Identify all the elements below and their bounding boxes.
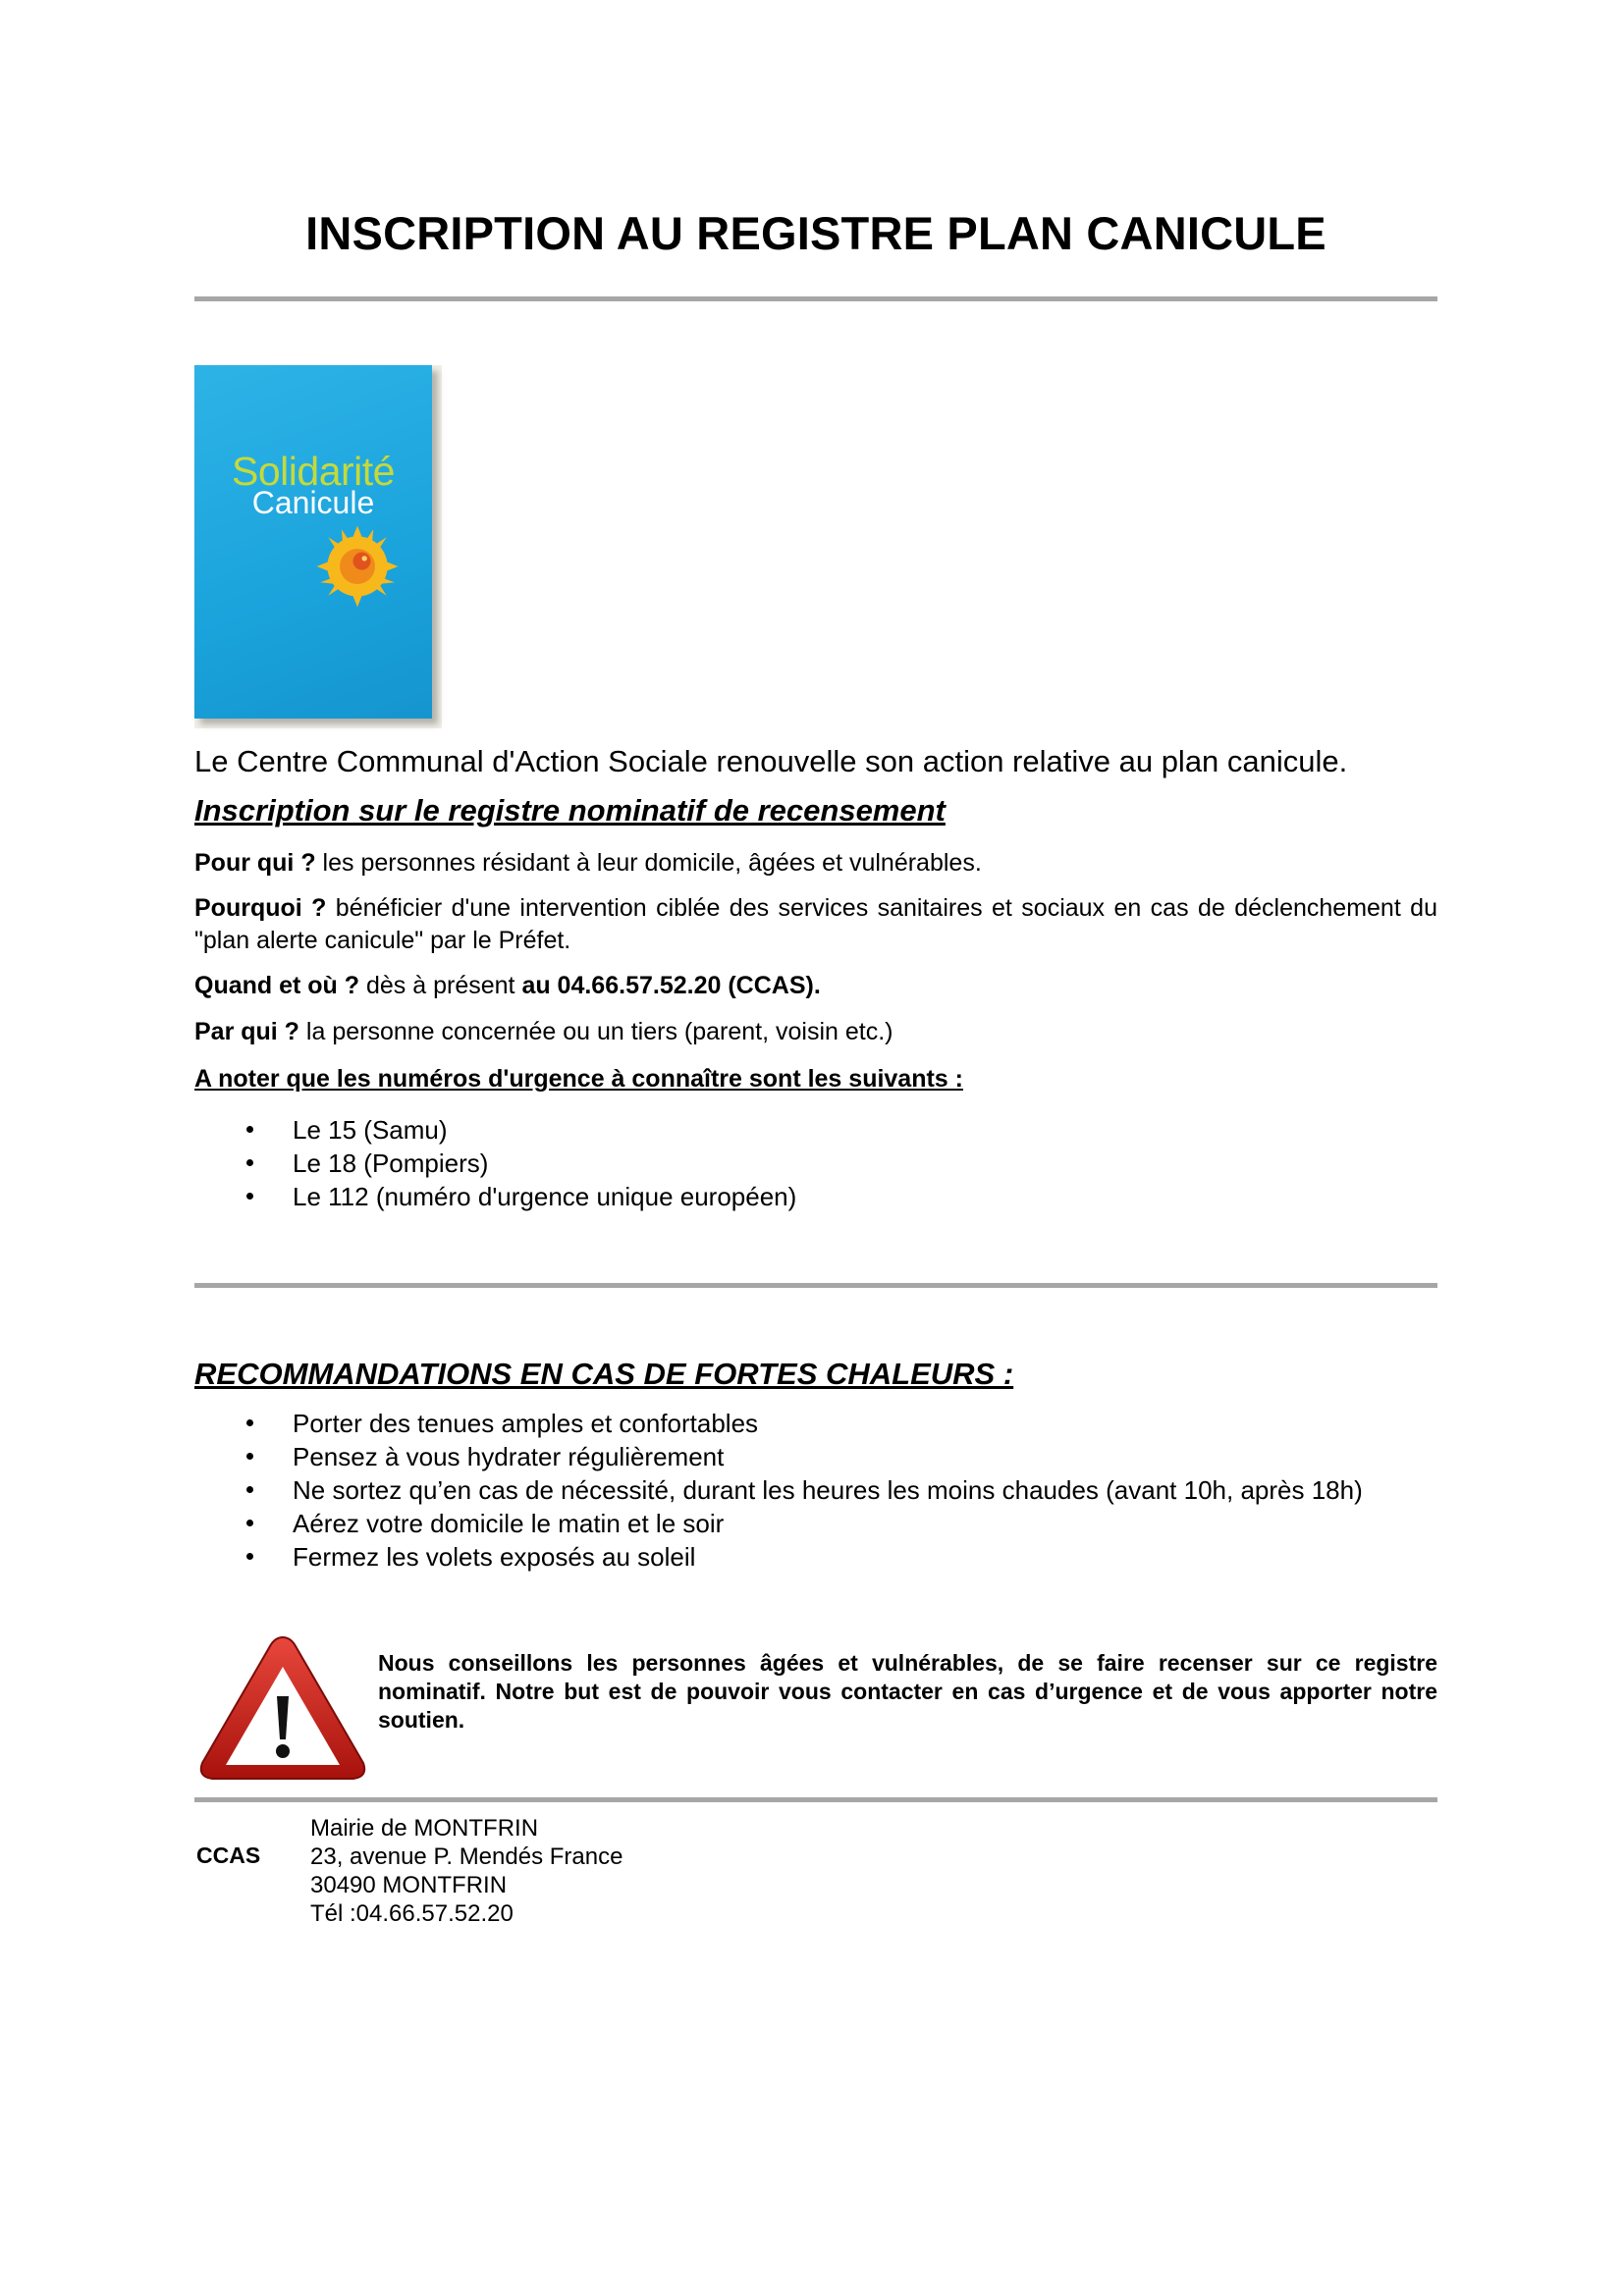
footer-divider [194,1797,1437,1802]
bullet-icon [246,1159,253,1166]
address-line: Mairie de MONTFRIN [310,1815,539,1842]
bullet-icon [246,1126,253,1133]
bullet-icon [246,1193,253,1200]
logo-line-1: Solidarité [232,449,395,494]
list-item [194,1180,796,1213]
pour-qui-text: les personnes résidant à leur domicile, âgées et vulnérables. [315,849,982,877]
list-item [194,1507,1363,1540]
pourquoi-paragraph [194,892,1437,957]
ccas-phone: au 04.66.57.52.20 (CCAS). [521,972,821,999]
list-item [194,1473,1363,1507]
list-item [194,1407,1363,1440]
recommendations-heading: RECOMMANDATIONS EN CAS DE FORTES CHALEURS : [194,1357,1014,1391]
pourquoi-text: bénéficier d'une intervention ciblée des services sanitaires et sociaux en cas de déclenchement du "plan alerte canicule" par le Préfet. [194,894,1437,954]
recommendation-item: Fermez les volets exposés au soleil [293,1542,696,1572]
quand-line [194,970,1437,1002]
recommendation-item: Ne sortez qu’en cas de nécessité, durant les heures les moins chaudes (avant 10h, après 18h) [293,1475,1363,1505]
warning-notice: Nous conseillons les personnes âgées et vulnérables, de se faire recenser sur ce registre nominatif. Notre but est de pouvoir vous contacter en cas d’urgence et de vous apporter notre soutien. [378,1650,1437,1733]
solidarite-canicule-logo [194,365,442,728]
page-title: INSCRIPTION AU REGISTRE PLAN CANICULE [305,207,1326,259]
intro-text: Le Centre Communal d'Action Sociale renouvelle son action relative au plan canicule. [194,744,1348,778]
bullet-icon [246,1553,253,1560]
par-qui-text: la personne concernée ou un tiers (parent, voisin etc.) [298,1018,893,1045]
list-item [194,1540,1363,1574]
urgency-item: Le 15 (Samu) [293,1115,448,1145]
registry-heading: Inscription sur le registre nominatif de recensement [194,793,946,828]
section-divider [194,1283,1437,1288]
urgency-heading: A noter que les numéros d'urgence à connaître sont les suivants : [194,1065,963,1093]
bullet-icon [246,1453,253,1460]
list-item [194,1440,1363,1473]
logo-card [194,365,432,719]
footer-ccas-label: CCAS [196,1842,261,1868]
urgency-item: Le 18 (Pompiers) [293,1148,489,1178]
par-qui-line [194,1016,1437,1048]
urgency-item: Le 112 (numéro d'urgence unique européen) [293,1182,797,1211]
bullet-icon [246,1486,253,1493]
warning-triangle-icon [196,1631,369,1783]
recommendation-item: Pensez à vous hydrater régulièrement [293,1442,725,1471]
title-divider [194,296,1437,301]
address-line: 23, avenue P. Mendés France [310,1843,623,1870]
pourquoi-label: Pourquoi ? [194,894,327,922]
list-item [194,1113,796,1147]
quand-label: Quand et où ? [194,972,360,999]
recommendations-list [194,1407,1363,1574]
list-item [194,1147,796,1180]
pour-qui-label: Pour qui ? [194,849,316,877]
recommendation-item: Porter des tenues amples et confortables [293,1409,759,1438]
quand-text: dès à présent [359,972,522,999]
recommendation-item: Aérez votre domicile le matin et le soir [293,1509,725,1538]
address-phone: Tél :04.66.57.52.20 [310,1900,514,1927]
urgency-list [194,1113,796,1213]
address-line: 30490 MONTFRIN [310,1872,508,1898]
bullet-icon [246,1520,253,1526]
footer-address [310,1814,623,1928]
bullet-icon [246,1419,253,1426]
logo-line-2: Canicule [251,485,375,520]
pour-qui-line [194,847,1437,880]
sunflower-icon [313,522,402,611]
par-qui-label: Par qui ? [194,1018,299,1045]
